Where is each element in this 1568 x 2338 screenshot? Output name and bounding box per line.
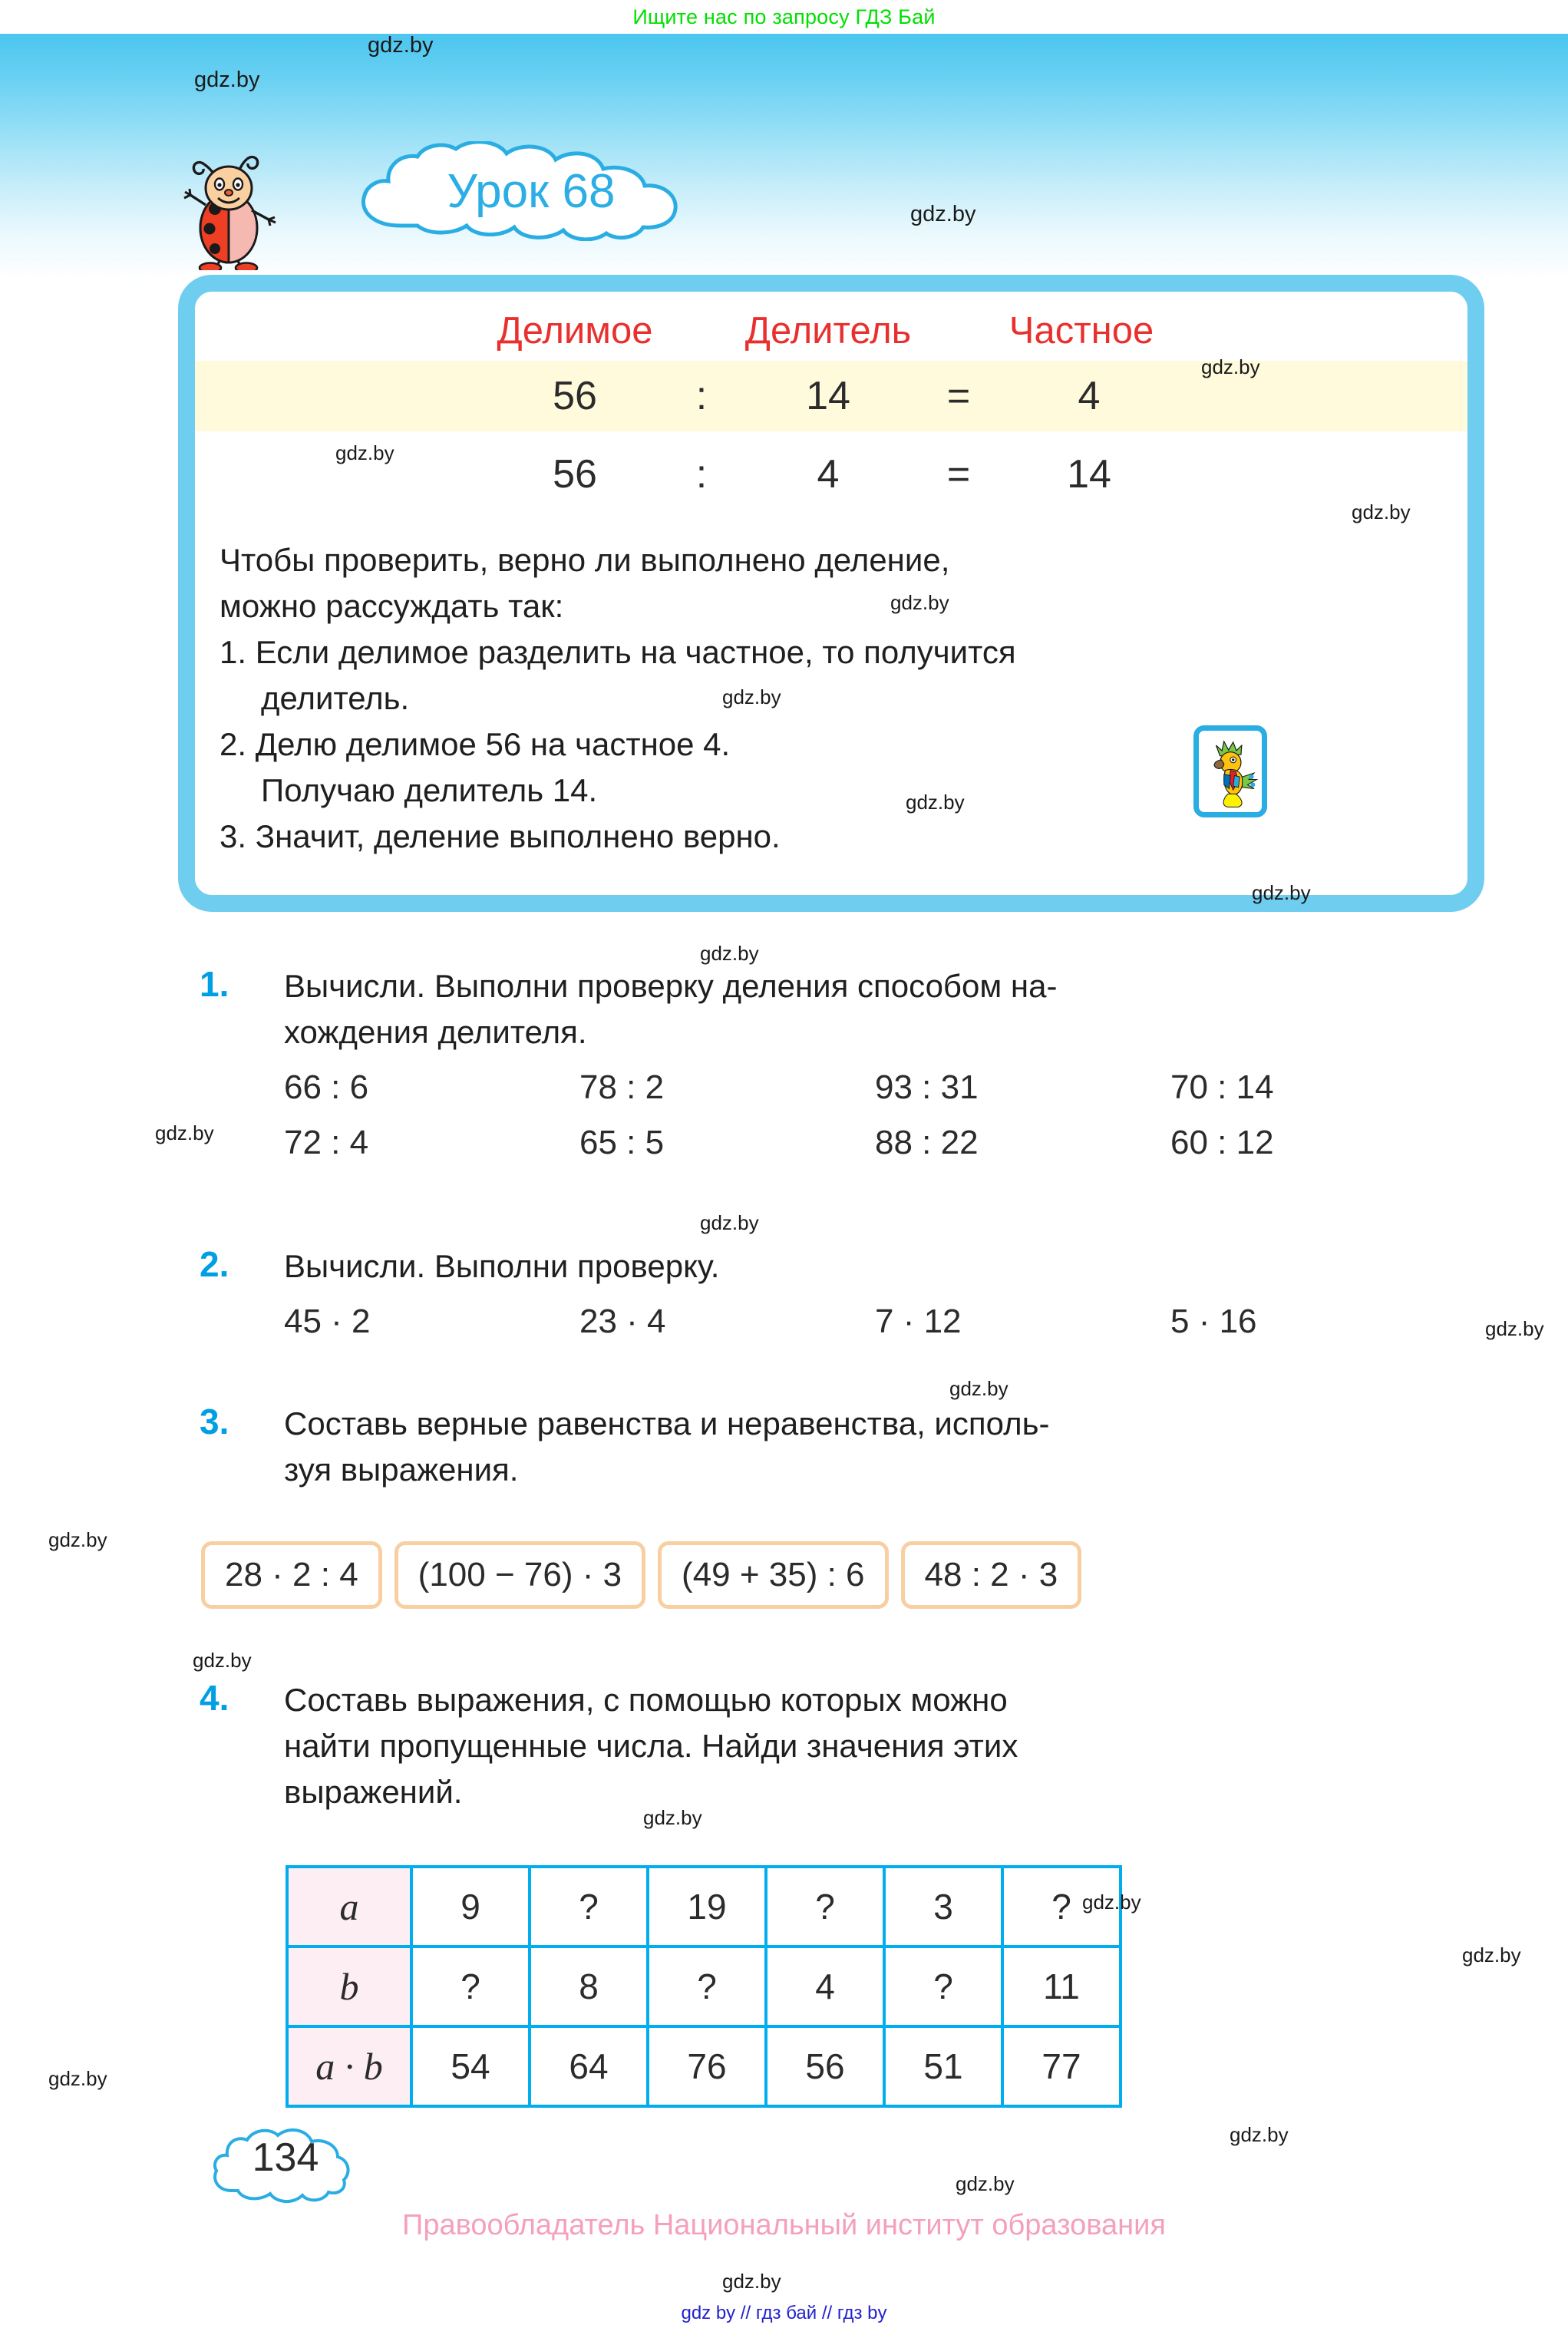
rule-line-3: 1. Если делимое разделить на частное, то получится bbox=[220, 634, 1016, 670]
parrot-icon bbox=[1193, 725, 1267, 817]
row-label-a: a bbox=[287, 1867, 411, 1947]
cell-ab-4: 56 bbox=[766, 2026, 884, 2106]
cell-ab-1: 54 bbox=[411, 2026, 530, 2106]
expression: 78 : 2 bbox=[579, 1068, 665, 1106]
expression: 5 · 16 bbox=[1170, 1303, 1257, 1340]
watermark-gdz: gdz.by bbox=[368, 33, 434, 58]
exercise-2-line-1: Вычисли. Выполни проверку. bbox=[284, 1248, 720, 1284]
equation-divisor: 14 bbox=[806, 374, 850, 418]
cell-b-6: 11 bbox=[1002, 1947, 1121, 2026]
expression-box[interactable]: 28 · 2 : 4 bbox=[201, 1541, 382, 1609]
expression-box[interactable]: 48 : 2 · 3 bbox=[901, 1541, 1082, 1609]
promo-banner bbox=[0, 0, 1568, 34]
exercise-3-line-2: зуя выражения. bbox=[284, 1451, 519, 1488]
rule-explanation bbox=[220, 537, 1463, 860]
ladybug-mascot bbox=[175, 140, 290, 270]
rule-line-4: делитель. bbox=[261, 680, 410, 716]
watermark-gdz: gdz.by bbox=[1230, 2123, 1289, 2146]
watermark-gdz: gdz.by bbox=[1462, 1943, 1521, 1966]
watermark-gdz: gdz.by bbox=[48, 2067, 107, 2090]
expression: 7 · 12 bbox=[875, 1303, 962, 1340]
cell-a-1: 9 bbox=[411, 1867, 530, 1947]
rule-line-6: Получаю делитель 14. bbox=[261, 772, 598, 808]
header-dividend: Делимое bbox=[497, 310, 653, 352]
exercise-1-number: 1. bbox=[200, 964, 229, 1004]
exercise-2-row-1 bbox=[284, 1299, 1466, 1345]
page-number: 134 bbox=[252, 2135, 319, 2180]
check-equals: = bbox=[946, 452, 971, 497]
exercise-3-expression-boxes bbox=[201, 1541, 1081, 1609]
cell-a-3: 19 bbox=[648, 1867, 766, 1947]
lesson-title-cloud bbox=[347, 141, 715, 241]
watermark-gdz: gdz.by bbox=[194, 68, 260, 92]
rule-line-7: 3. Значит, деление выполнено верно. bbox=[220, 818, 781, 854]
exercise-4-line-2: найти пропущенные числа. Найди значения этих bbox=[284, 1728, 1018, 1764]
check-operator: : bbox=[695, 452, 708, 497]
exercise-1 bbox=[200, 963, 1504, 1166]
rule-box bbox=[178, 275, 1484, 912]
watermark-gdz: gdz.by bbox=[193, 1649, 252, 1672]
exercise-4-line-3: выражений. bbox=[284, 1774, 463, 1810]
expression: 88 : 22 bbox=[875, 1124, 979, 1161]
equation-equals: = bbox=[946, 374, 971, 418]
rule-line-5: 2. Делю делимое 56 на частное 4. bbox=[220, 726, 731, 762]
cell-a-4: ? bbox=[766, 1867, 884, 1947]
cell-b-1: ? bbox=[411, 1947, 530, 2026]
copyright-notice: Правообладатель Национальный институт образования bbox=[402, 2209, 1166, 2241]
watermark-gdz: gdz.by bbox=[48, 1528, 107, 1551]
exercise-4 bbox=[200, 1677, 1504, 1815]
watermark-gdz: gdz.by bbox=[335, 441, 394, 464]
table-row bbox=[287, 1867, 1121, 1947]
cell-ab-6: 77 bbox=[1002, 2026, 1121, 2106]
cell-ab-5: 51 bbox=[884, 2026, 1002, 2106]
exercise-3-number: 3. bbox=[200, 1402, 229, 1441]
promo-banner-text: Ищите нас по запросу ГДЗ Бай bbox=[632, 5, 936, 28]
cell-a-2: ? bbox=[530, 1867, 648, 1947]
table-row bbox=[287, 2026, 1121, 2106]
exercise-1-row-2 bbox=[284, 1120, 1466, 1166]
watermark-gdz: gdz.by bbox=[1485, 1317, 1544, 1340]
watermark-gdz: gdz.by bbox=[949, 1377, 1008, 1400]
watermark-gdz: gdz.by bbox=[1352, 500, 1411, 523]
equation-dividend: 56 bbox=[553, 374, 597, 418]
cell-a-6: ? bbox=[1002, 1867, 1121, 1947]
exercise-3 bbox=[200, 1401, 1504, 1493]
cell-b-2: 8 bbox=[530, 1947, 648, 2026]
row-label-b: b bbox=[287, 1947, 411, 2026]
watermark-gdz: gdz.by bbox=[700, 1211, 759, 1234]
cell-ab-2: 64 bbox=[530, 2026, 648, 2106]
watermark-gdz: gdz.by bbox=[956, 2172, 1015, 2195]
cell-b-4: 4 bbox=[766, 1947, 884, 2026]
watermark-gdz: gdz.by bbox=[910, 202, 976, 226]
check-quotient: 14 bbox=[1067, 452, 1111, 497]
cell-ab-3: 76 bbox=[648, 2026, 766, 2106]
cell-a-5: 3 bbox=[884, 1867, 1002, 1947]
footer-links[interactable]: gdz by // гдз бай // гдз by bbox=[681, 2303, 887, 2323]
rule-table-headers bbox=[195, 302, 1467, 359]
page-number-cloud bbox=[209, 2117, 362, 2208]
row-label-ab: a · b bbox=[287, 2026, 411, 2106]
equation-operator: : bbox=[695, 374, 708, 418]
watermark-gdz: gdz.by bbox=[1252, 881, 1311, 904]
header-quotient: Частное bbox=[1008, 310, 1154, 352]
equation-row-check bbox=[195, 439, 1467, 510]
expression: 72 : 4 bbox=[284, 1124, 369, 1161]
expression: 66 : 6 bbox=[284, 1068, 369, 1106]
exercise-2-number: 2. bbox=[200, 1244, 229, 1284]
equation-quotient: 4 bbox=[1078, 374, 1101, 418]
watermark-gdz: gdz.by bbox=[155, 1121, 214, 1144]
header-divisor: Делитель bbox=[744, 310, 912, 352]
table-row bbox=[287, 1947, 1121, 2026]
check-divisor: 4 bbox=[817, 452, 840, 497]
watermark-gdz: gdz.by bbox=[906, 791, 965, 814]
watermark-gdz: gdz.by bbox=[643, 1806, 702, 1829]
cell-b-3: ? bbox=[648, 1947, 766, 2026]
watermark-gdz: gdz.by bbox=[722, 2270, 781, 2293]
exercise-4-line-1: Составь выражения, с помощью которых можно bbox=[284, 1682, 1008, 1718]
watermark-gdz: gdz.by bbox=[1082, 1891, 1141, 1914]
expression: 65 : 5 bbox=[579, 1124, 665, 1161]
ab-values-table bbox=[286, 1865, 1122, 2108]
expression: 45 · 2 bbox=[284, 1303, 371, 1340]
exercise-1-row-1 bbox=[284, 1065, 1466, 1111]
expression: 70 : 14 bbox=[1170, 1068, 1274, 1106]
watermark-gdz: gdz.by bbox=[890, 591, 949, 614]
expression-box[interactable]: (100 − 76) · 3 bbox=[394, 1541, 645, 1609]
watermark-gdz: gdz.by bbox=[1201, 355, 1260, 378]
expression: 23 · 4 bbox=[579, 1303, 666, 1340]
lesson-title-text: Урок 68 bbox=[447, 164, 616, 218]
expression: 60 : 12 bbox=[1170, 1124, 1274, 1161]
equation-row-primary bbox=[195, 361, 1467, 431]
rule-line-1: Чтобы проверить, верно ли выполнено деление, bbox=[220, 542, 950, 578]
exercise-1-line-2: хождения делителя. bbox=[284, 1014, 587, 1050]
rule-line-2: можно рассуждать так: bbox=[220, 588, 564, 624]
expression-box[interactable]: (49 + 35) : 6 bbox=[658, 1541, 888, 1609]
exercise-3-line-1: Составь верные равенства и неравенства, исполь- bbox=[284, 1405, 1050, 1441]
expression: 93 : 31 bbox=[875, 1068, 979, 1106]
exercise-1-line-1: Вычисли. Выполни проверку деления способом на- bbox=[284, 968, 1058, 1004]
cell-b-5: ? bbox=[884, 1947, 1002, 2026]
watermark-gdz: gdz.by bbox=[722, 685, 781, 708]
watermark-gdz: gdz.by bbox=[700, 942, 759, 965]
check-dividend: 56 bbox=[553, 452, 597, 497]
exercise-4-number: 4. bbox=[200, 1678, 229, 1718]
exercise-2 bbox=[200, 1243, 1504, 1345]
